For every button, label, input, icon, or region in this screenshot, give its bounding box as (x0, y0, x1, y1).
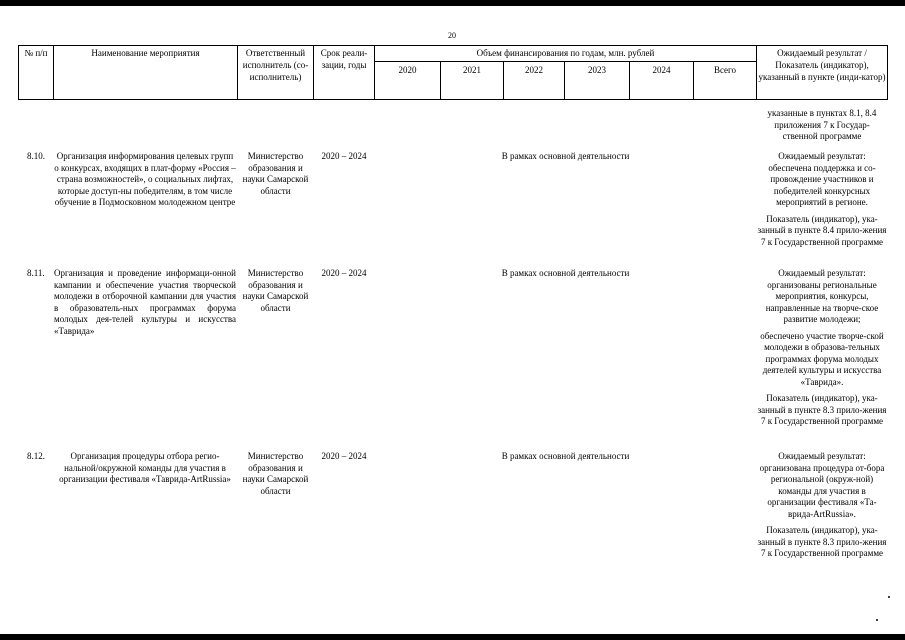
row-number: 8.12. (27, 451, 45, 461)
row-number: 8.10. (27, 151, 45, 161)
header-name: Наименование мероприятия (91, 48, 200, 58)
row-term: 2020 – 2024 (321, 151, 367, 161)
row-number: 8.11. (27, 268, 45, 278)
row-responsible: Министерство образования и науки Самарской области (242, 151, 309, 196)
header-financing: Объем финансирования по годам, млн. рублей (476, 48, 655, 58)
row-result-indicator: Показатель (индикатор), ука-занный в пункте 8.3 прило-жения 7 к Государственной программе (757, 393, 887, 426)
row-financing: В рамках основной деятельности (501, 268, 630, 278)
bottom-scan-border (0, 634, 905, 640)
scan-speck (888, 596, 890, 598)
row-financing: В рамках основной деятельности (501, 151, 630, 161)
page-number: 20 (448, 31, 456, 40)
header-num: № п/п (24, 48, 48, 58)
header-total: Всего (713, 65, 737, 75)
row-name: Организация и проведение информаци-онной кампании и обеспечение участия творческой молодежи в отборочной кампании для участия в образователь-ных программах форума молодых дея-телей культуры и искусства «Таврида» (54, 268, 236, 336)
row-result (757, 151, 887, 253)
row-name: Организация информирования целевых групп о конкурсах, входящих в плат-форму «Россия – страна возможностей», о социальных лифтах, которые доступ-ны победителям, в том числе обучение в Подмосковном молодежном центре (54, 151, 236, 207)
header-year-2022: 2022 (525, 65, 543, 75)
header-year-2024: 2024 (652, 65, 671, 75)
scan-speck (876, 619, 878, 621)
carry-over-result: указанные в пунктах 8.1, 8.4 приложения 7 к Государ-ственной программе (767, 108, 877, 141)
top-scan-border (0, 0, 905, 6)
header-year-2021: 2021 (463, 65, 481, 75)
header-year-2020: 2020 (398, 65, 417, 75)
row-term: 2020 – 2024 (321, 268, 367, 278)
header-term: Срок реали-зации, годы (320, 48, 368, 70)
row-responsible: Министерство образования и науки Самарской области (242, 451, 309, 496)
row-result-expected: Ожидаемый результат: обеспечена поддержка и со-провождение участников и победителей конкурсных мероприятий в регионе. (768, 151, 876, 207)
row-result-participation: обеспечено участие творче-ской молодежи в образова-тельных программах форума молодых деятелей культуры и искусства «Таврида». (760, 330, 884, 387)
row-result-expected: Ожидаемый результат: организована процедура от-бора региональной (окруж-ной) команды для участия в организации фестиваля «Та-врида-ArtRussia». (759, 451, 885, 519)
row-financing: В рамках основной деятельности (501, 451, 630, 461)
row-result-indicator: Показатель (индикатор), ука-занный в пункте 8.4 прило-жения 7 к Государственной программе (757, 213, 887, 247)
row-result-indicator: Показатель (индикатор), ука-занный в пункте 8.3 прило-жения 7 к Государственной программе (757, 525, 887, 558)
row-result (757, 268, 887, 433)
row-result-expected: Ожидаемый результат: организованы региональные мероприятия, конкурсы, направленные на творче-ское развитие молодежи; (765, 268, 879, 324)
row-name: Организация процедуры отбора регио-нальной/окружной команды для участия в организации фестиваля «Таврида-ArtRussia» (59, 451, 231, 484)
header-result: Ожидаемый результат / Показатель (индикатор), указанный в пункте (инди-катор) (758, 48, 886, 82)
header-year-2023: 2023 (588, 65, 606, 75)
row-term: 2020 – 2024 (321, 451, 367, 461)
row-responsible: Министерство образования и науки Самарской области (242, 268, 309, 313)
row-result (757, 451, 887, 565)
header-responsible: Ответственный исполнитель (со-исполнитель) (242, 48, 309, 82)
